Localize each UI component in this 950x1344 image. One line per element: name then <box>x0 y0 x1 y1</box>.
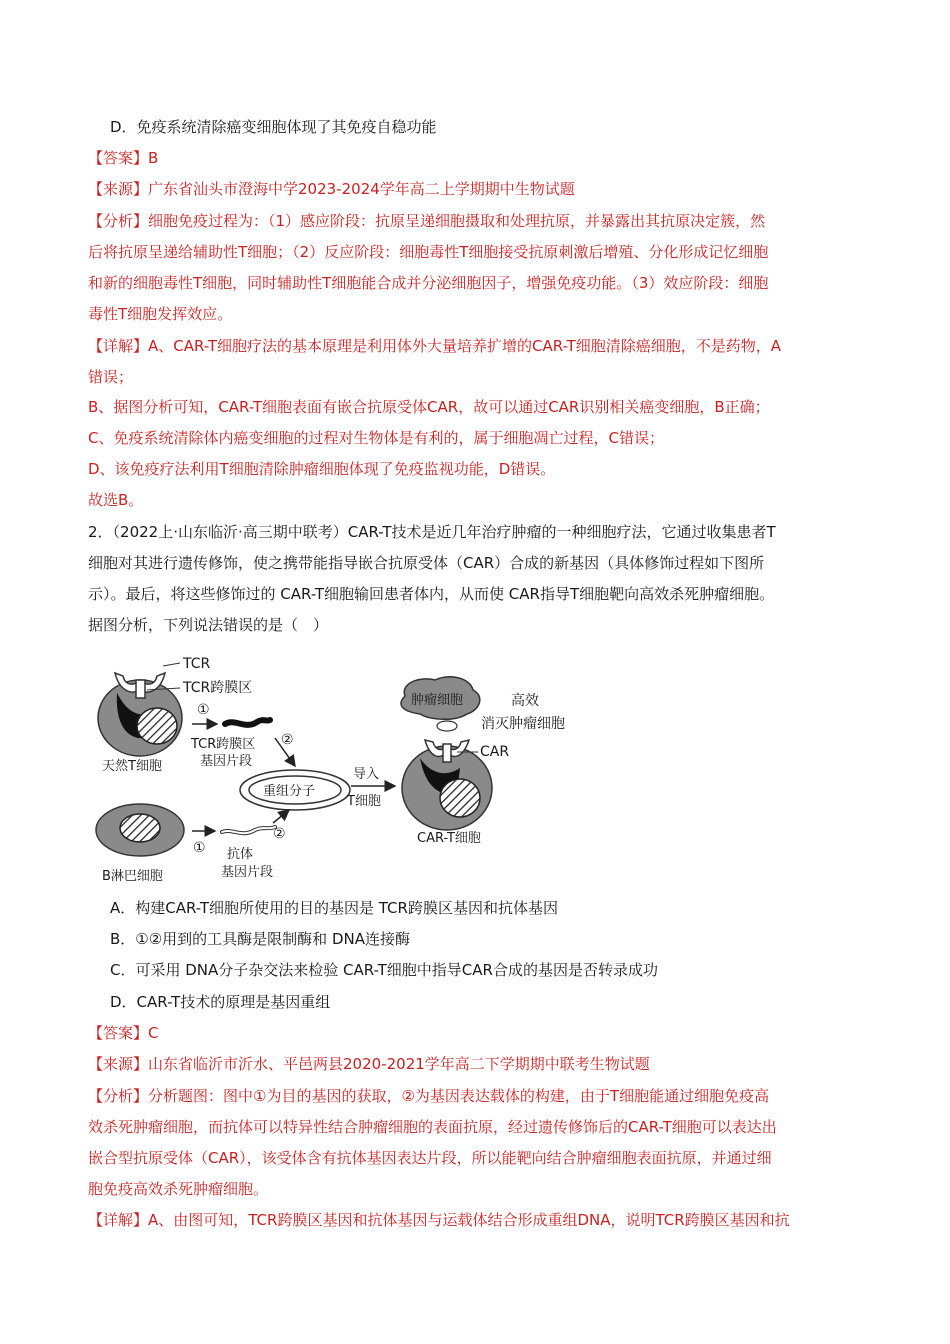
analysis-text: 分析题图：图中①为目的基因的获取，②为基因表达载体的构建，由于T细胞能通过细胞免疫高 <box>148 1087 770 1105</box>
q2-option-c: C．可采用 DNA分子杂交法来检验 CAR-T细胞中指导CAR合成的基因是否转录成功 <box>110 961 658 979</box>
q2-answer <box>88 1023 159 1043</box>
analysis-tag: 【分析】 <box>88 1087 149 1105</box>
q2-option-a: A．构建CAR-T细胞所使用的目的基因是 TCR跨膜区基因和抗体基因 <box>110 899 558 917</box>
import-label: T细胞 <box>347 794 381 809</box>
q1-source <box>88 179 575 199</box>
analysis-tag: 【分析】 <box>88 212 149 230</box>
b-lymphocyte-label: B淋巴细胞 <box>102 869 163 884</box>
natural-t-cell <box>98 673 182 756</box>
source-text: 山东省临沂市沂水、平邑两县2020-2021学年高二下学期期中联考生物试题 <box>148 1055 650 1073</box>
answer-tag: 【答案】 <box>88 149 149 167</box>
tcr-label: TCR <box>183 656 211 672</box>
detail-text: A、由图可知，TCR跨膜区基因和抗体基因与运载体结合形成重组DNA，说明TCR跨膜区基因和抗 <box>148 1211 790 1229</box>
q2-analysis-line: 效杀死肿瘤细胞，而抗体可以特异性结合肿瘤细胞的表面抗原，经过遗传修饰后的CAR-T细胞可以表达出 <box>88 1118 777 1136</box>
q1-detail-line <box>88 336 781 356</box>
detail-tag: 【详解】 <box>88 1211 149 1229</box>
natural-t-cell-label: 天然T细胞 <box>102 759 162 774</box>
step2-marker: ② <box>273 826 286 842</box>
recombinant-label: 重组分子 <box>263 784 316 799</box>
q2-stem-line: 示）。最后，将这些修饰过的 CAR-T细胞输回患者体内，从而使 CAR指导T细胞靶向高效杀死肿瘤细胞。 <box>88 585 775 603</box>
q1-conclusion: 故选B。 <box>88 491 144 509</box>
tcr-gene-fragment <box>225 720 270 725</box>
answer-tag: 【答案】 <box>88 1024 149 1042</box>
q2-detail-line <box>88 1210 790 1230</box>
car-t-cell <box>402 740 492 830</box>
analysis-text: 细胞免疫过程为：（1）感应阶段：抗原呈递细胞摄取和处理抗原，并暴露出其抗原决定簇，然 <box>148 212 766 230</box>
kill-label: 消灭肿瘤细胞 <box>481 716 565 732</box>
q1-option-d: D．免疫系统清除癌变细胞体现了其免疫自稳功能 <box>110 118 437 136</box>
car-t-diagram <box>95 648 595 888</box>
source-text: 广东省汕头市澄海中学2023-2024学年高二上学期期中生物试题 <box>148 180 575 198</box>
q2-stem-line: 据图分析，下列说法错误的是（ ） <box>88 616 329 634</box>
import-label: 导入 <box>353 767 380 782</box>
q1-detail-line: C、免疫系统清除体内癌变细胞的过程对生物体是有利的，属于细胞凋亡过程，C错误； <box>88 429 664 447</box>
tcr-fragment-label: 基因片段 <box>200 754 253 769</box>
q2-source <box>88 1054 650 1074</box>
q2-analysis-line <box>88 1086 769 1106</box>
step1-marker: ① <box>193 840 206 856</box>
b-lymphocyte <box>96 804 184 856</box>
q1-analysis-line <box>88 211 765 231</box>
car-label: CAR <box>480 744 510 760</box>
antibody-fragment-label: 抗体 <box>227 847 254 862</box>
car-t-cell-label: CAR-T细胞 <box>417 831 481 846</box>
antibody-fragment-label: 基因片段 <box>221 865 274 880</box>
source-tag: 【来源】 <box>88 1055 149 1073</box>
answer-value: C <box>148 1024 159 1042</box>
q2-option-d: D．CAR-T技术的原理是基因重组 <box>110 993 331 1011</box>
q1-analysis-line: 后将抗原呈递给辅助性T细胞；（2）反应阶段：细胞毒性T细胞接受抗原刺激后增殖、分化形成记忆细胞 <box>88 243 769 261</box>
detail-tag: 【详解】 <box>88 337 149 355</box>
q1-detail-line: 错误； <box>88 368 134 386</box>
q1-analysis-line: 和新的细胞毒性T细胞，同时辅助性T细胞能合成并分泌细胞因子，增强免疫功能。（3）效应阶段：细胞 <box>88 274 769 292</box>
q2-analysis-line: 嵌合型抗原受体（CAR），该受体含有抗体基因表达片段，所以能靶向结合肿瘤细胞表面抗原，并通过细 <box>88 1149 772 1167</box>
q1-analysis-line: 毒性T细胞发挥效应。 <box>88 305 233 323</box>
tcr-fragment-label: TCR跨膜区 <box>191 737 256 752</box>
q2-stem-line: 2．（2022上·山东临沂·高三期中联考）CAR-T技术是近几年治疗肿瘤的一种细胞疗法，它通过收集患者T <box>88 523 776 541</box>
q2-analysis-line: 胞免疫高效杀死肿瘤细胞。 <box>88 1180 269 1198</box>
detail-text: A、CAR-T细胞疗法的基本原理是利用体外大量培养扩增的CAR-T细胞清除癌细胞，不是药物，A <box>148 337 782 355</box>
step2-marker: ② <box>281 732 294 748</box>
q1-detail-line: B、据图分析可知，CAR-T细胞表面有嵌合抗原受体CAR，故可以通过CAR识别相关癌变细胞，B正确； <box>88 398 770 416</box>
q2-stem-line: 细胞对其进行遗传修饰，使之携带能指导嵌合抗原受体（CAR）合成的新基因（具体修饰过程如下图所 <box>88 554 765 572</box>
q2-option-b: B．①②用到的工具酶是限制酶和 DNA连接酶 <box>110 930 410 948</box>
answer-value: B <box>148 149 159 167</box>
kill-label: 高效 <box>511 693 539 709</box>
q1-answer <box>88 148 158 168</box>
step1-marker: ① <box>197 702 210 718</box>
tumor-cell-label: 肿瘤细胞 <box>411 693 464 708</box>
q1-detail-line: D、该免疫疗法利用T细胞清除肿瘤细胞体现了免疫监视功能，D错误。 <box>88 460 556 478</box>
tcr-region-label: TCR跨膜区 <box>183 680 253 696</box>
source-tag: 【来源】 <box>88 180 149 198</box>
